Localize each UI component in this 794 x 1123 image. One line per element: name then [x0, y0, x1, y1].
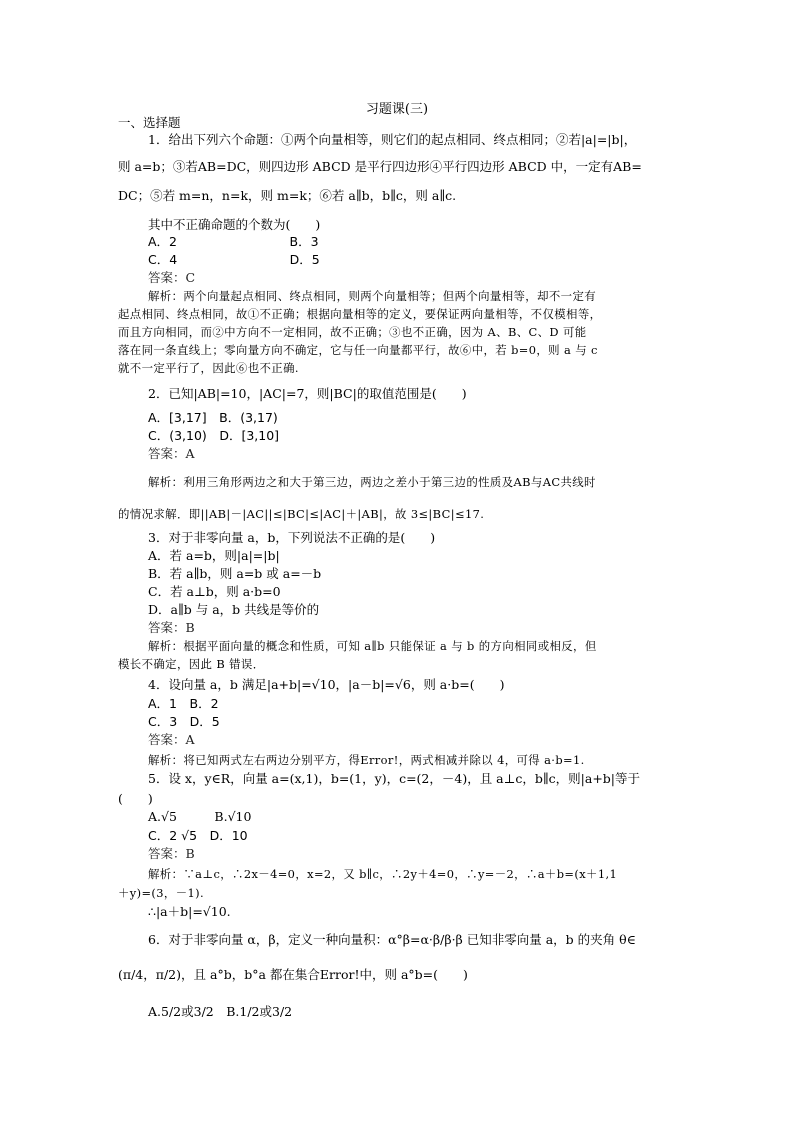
q1-explanation: 落在同一条直线上；零向量方向不确定，它与任一向量都平行，故⑥中，若 b=0，则 a 与 c — [118, 343, 598, 357]
q4-explanation: 解析：将已知两式左右两边分别平方，得Error!，两式相减并除以 4，可得 a·b=1. — [148, 753, 585, 767]
q1-answer: 答案：C — [148, 270, 196, 285]
q5-text: ( ) — [118, 791, 153, 806]
q1-text-line: 则 a=b；③若AB=DC，则四边形 ABCD 是平行四边形④平行四边形 ABCD 中，一定有AB= — [118, 159, 642, 174]
q1-explanation: 而且方向相同，而②中方向不一定相同，故不正确；③也不正确，因为 A、B、C、D 可能 — [118, 325, 587, 339]
q1-options: A．2 B．3 — [148, 234, 319, 249]
q5-answer: 答案：B — [148, 846, 195, 861]
section-heading: 一、选择题 — [118, 115, 181, 130]
q4-text: 4．设向量 a，b 满足|a+b|=√10，|a－b|=√6，则 a·b=( ) — [148, 677, 505, 692]
q6-options: A.5/2或3/2 B.1/2或3/2 — [148, 1004, 293, 1019]
q1-text-line: DC；⑤若 m=n，n=k，则 m=k；⑥若 a∥b，b∥c，则 a∥c. — [118, 188, 457, 203]
q1-text-line: 1．给出下列六个命题：①两个向量相等，则它们的起点相同、终点相同；②若|a|=|b|， — [148, 132, 637, 147]
q3-answer: 答案：B — [148, 620, 195, 635]
q5-explanation: ∴|a＋b|=√10. — [148, 904, 231, 919]
q3-option: C．若 a⊥b，则 a·b=0 — [148, 584, 281, 599]
q3-option: A．若 a=b，则|a|=|b| — [148, 548, 280, 563]
q2-explanation: 的情况求解．即||AB|－|AC||≤|BC|≤|AC|＋|AB|，故 3≤|BC|≤17. — [118, 507, 485, 521]
q4-options: A．1 B．2 — [148, 696, 219, 711]
q1-explanation: 就不一定平行了，因此⑥也不正确. — [118, 361, 299, 375]
q2-options: A．[3,17] B．(3,17) — [148, 410, 278, 425]
q1-explanation: 解析：两个向量起点相同、终点相同，则两个向量相等；但两个向量相等，却不一定有 — [148, 289, 597, 303]
q4-answer: 答案：A — [148, 732, 195, 747]
q5-explanation: 解析：∵a⊥c，∴2x－4=0，x=2，又 b∥c，∴2y＋4=0，∴y=－2，∴a＋b=(x＋1,1 — [148, 867, 618, 881]
q6-text: 6．对于非零向量 α，β，定义一种向量积：α°β=α·β/β·β 已知非零向量 a，b 的夹角 θ∈ — [148, 932, 636, 947]
q4-options: C．3 D．5 — [148, 714, 220, 729]
q2-text: 2．已知|AB|=10，|AC|=7，则|BC|的取值范围是( ) — [148, 386, 467, 401]
q3-option: B．若 a∥b，则 a=b 或 a=－b — [148, 566, 322, 581]
q1-options: C．4 D．5 — [148, 252, 320, 267]
q5-text: 5．设 x，y∈R，向量 a=(x,1)，b=(1，y)，c=(2，－4)，且 a⊥c，b∥c，则|a+b|等于 — [148, 771, 641, 786]
q3-text: 3．对于非零向量 a，b，下列说法不正确的是( ) — [148, 530, 436, 545]
q5-options: C．2 √5 D．10 — [148, 828, 248, 843]
page-title: 习题课(三) — [365, 102, 429, 117]
q5-options: A.√5 B.√10 — [148, 809, 252, 824]
q1-prompt: 其中不正确命题的个数为( ) — [148, 217, 321, 232]
q2-explanation: 解析：利用三角形两边之和大于第三边，两边之差小于第三边的性质及AB与AC共线时 — [148, 475, 596, 489]
q2-answer: 答案：A — [148, 446, 195, 461]
q3-explanation: 模长不确定，因此 B 错误． — [118, 657, 265, 671]
q2-options: C．(3,10) D．[3,10] — [148, 428, 280, 443]
q3-option: D．a∥b 与 a，b 共线是等价的 — [148, 602, 320, 617]
q3-explanation: 解析：根据平面向量的概念和性质，可知 a∥b 只能保证 a 与 b 的方向相同或相反，但 — [148, 639, 597, 653]
q1-explanation: 起点相同、终点相同，故①不正确；根据向量相等的定义，要保证两向量相等，不仅模相等， — [118, 307, 602, 321]
q6-text: (π/4，π/2)，且 a°b，b°a 都在集合Error!中，则 a°b=( ) — [118, 967, 468, 982]
q5-explanation: ＋y)=(3，－1). — [118, 886, 204, 900]
